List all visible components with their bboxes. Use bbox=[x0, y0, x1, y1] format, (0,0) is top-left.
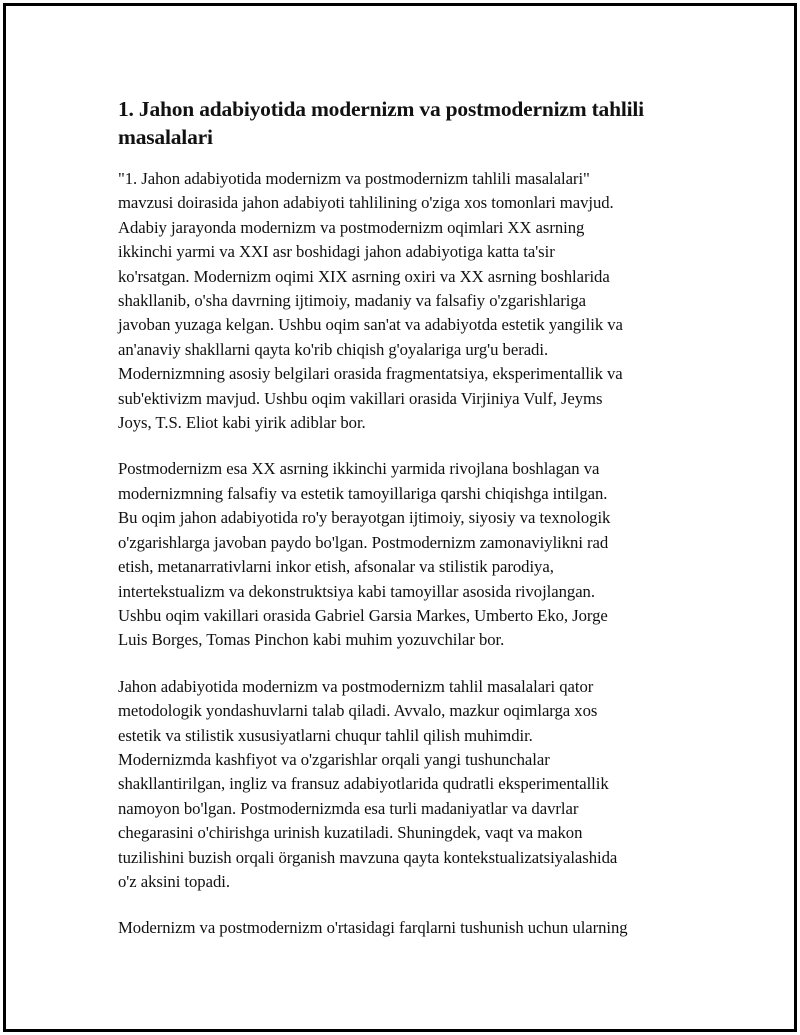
paragraph-4: Modernizm va postmodernizm o'rtasidagi farqlarni tushunish uchun ularning bbox=[118, 918, 628, 938]
paragraph-2: Postmodernizm esa XX asrning ikkinchi yarmida rivojlana boshlagan va modernizmning falsafiy va estetik tamoyillariga qarshi chiqishga intilgan. Bu oqim jahon adabiyotida ro'y berayotgan ijtimoiy, siyosiy va texnologik o'zgarishlarga javoban paydo bo'lgan. Postmodernizm zamonaviylikni rad etish, metanarrativlarni inkor etish, afsonalar va stilistik parodiya, intertekstualizm va dekonstruktsiya kabi tamoyillar asosida rivojlangan. Ushbu oqim vakillari orasida Gabriel Garsia Markes, Umberto Eko, Jorge Luis Borges, Tomas Pinchon kabi muhim yozuvchilar bor. bbox=[118, 459, 611, 650]
document-body bbox=[118, 95, 693, 963]
paragraph-1: "1. Jahon adabiyotida modernizm va postmodernizm tahlili masalalari" mavzusi doirasida jahon adabiyoti tahlilining o'ziga xos tomonlari mavjud. Adabiy jarayonda modernizm va postmodernizm oqimlari XX asrning ikkinchi yarmi va XXI asr boshidagi jahon adabiyotiga katta ta'sir ko'rsatgan. Modernizm oqimi XIX asrning oxiri va XX asrning boshlarida shakllanib, o'sha davrning ijtimoiy, madaniy va falsafiy o'zgarishlariga javoban yuzaga kelgan. Ushbu oqim san'at va adabiyotda estetik yangilik va an'anaviy shakllarni qayta ko'rib chiqish g'oyalariga urg'u beradi. Modernizmning asosiy belgilari orasida fragmentatsiya, eksperimentallik va sub'ektivizm mavjud. Ushbu oqim vakillari orasida Virjiniya Vulf, Jeyms Joys, T.S. Eliot kabi yirik adiblar bor. bbox=[118, 169, 623, 433]
paragraph-3: Jahon adabiyotida modernizm va postmodernizm tahlil masalalari qator metodologik yondashuvlarni talab qiladi. Avvalo, mazkur oqimlarga xos estetik va stilistik xususiyatlarni chuqur tahlil qilish muhimdir. Modernizmda kashfiyot va o'zgarishlar orqali yangi tushunchalar shakllantirilgan, ingliz va fransuz adabiyotlarida qudratli eksperimentallik namoyon bo'lgan. Postmodernizmda esa turli madaniyatlar va davrlar chegarasini o'chirishga urinish kuzatiladi. Shuningdek, vaqt va makon tuzilishini buzish orqali örganish mavzuna qayta kontekstualizatsiyalashida o'z aksini topadi. bbox=[118, 676, 618, 891]
document-title: 1. Jahon adabiyotida modernizm va postmodernizm tahlili masalalari bbox=[118, 97, 644, 149]
